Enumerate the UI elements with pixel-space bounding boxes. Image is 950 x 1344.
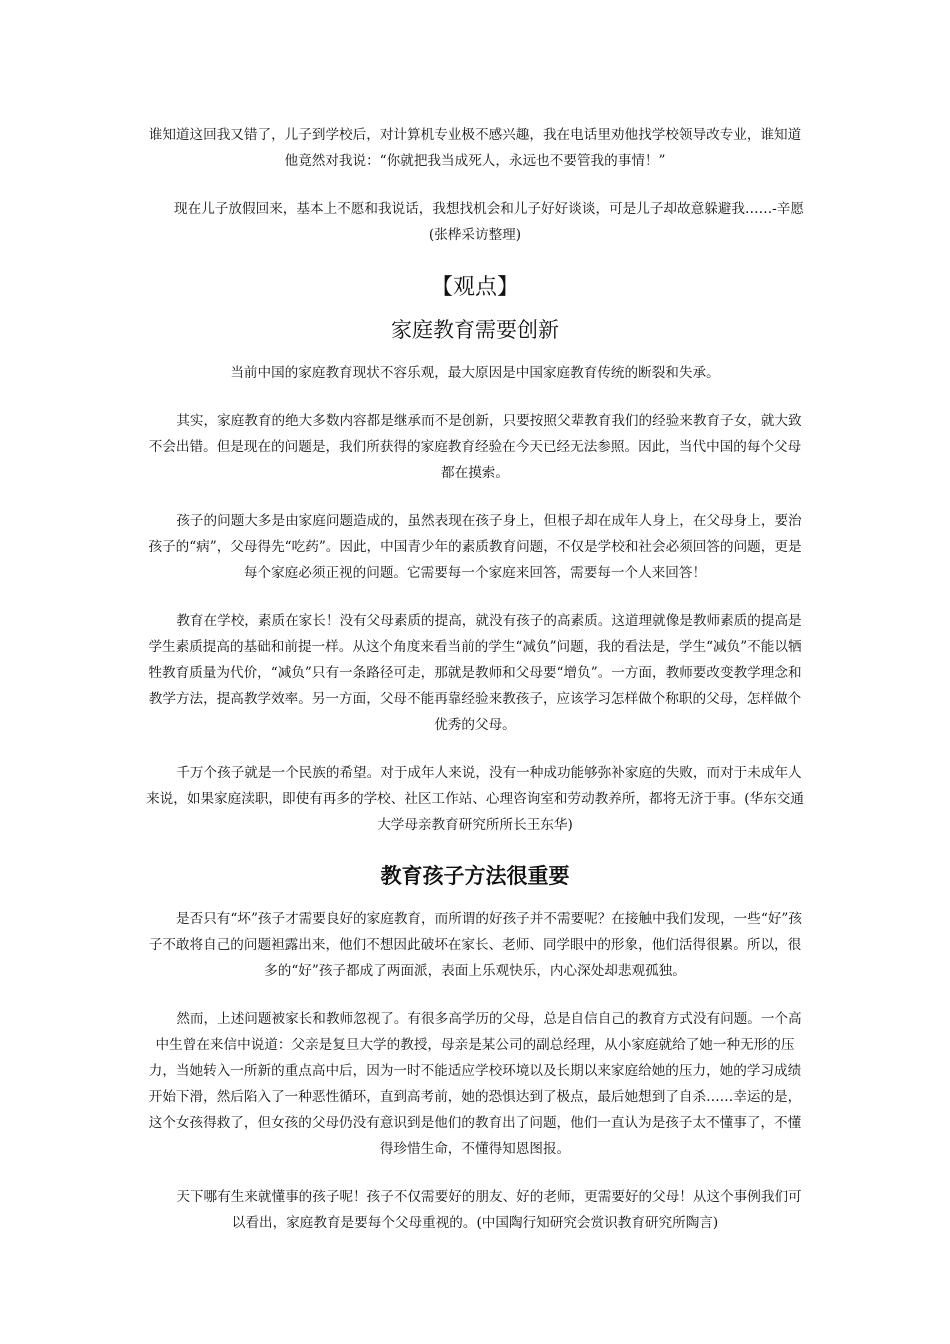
section-1-paragraph: 其实，家庭教育的绝大多数内容都是继承而不是创新，只要按照父辈教育我们的经验来教育子女，就大致不会出错。但是现在的问题是，我们所获得的家庭教育经验在今天已经无法参照。因此，当代中国的每个父母都在摸索。 [148, 413, 802, 481]
section-2-paragraph: 天下哪有生来就懂事的孩子呢！孩子不仅需要好的朋友、好的老师，更需要好的父母！从这个事例我们可以看出，家庭教育是要每个父母重视的。(中国陶行知研究会赏识教育研究所陶言) [176, 1189, 802, 1231]
section-1-paragraph: 教育在学校，素质在家长！没有父母素质的提高，就没有孩子的高素质。这道理就像是教师素质的提高是学生素质提高的基础和前提一样。从这个角度来看当前的学生“减负”问题，我的看法是，学生“减负”不能以牺牲教育质量为代价，“减负”只有一条路径可走，那就是教师和父母要“增负”。一方面，教师要改变教学理念和教学方法，提高教学效率。另一方面，父母不能再靠经验来教孩子，应该学习怎样做个称职的父母，怎样做个优秀的父母。 [148, 613, 802, 733]
section-tag-viewpoint: 【观点】 [430, 275, 519, 300]
document-body [143, 122, 807, 1258]
section-2-paragraph: 然而，上述问题被家长和教师忽视了。有很多高学历的父母，总是自信自己的教育方式没有问题。一个高中生曾在来信中说道：父亲是复旦大学的教授，母亲是某公司的副总经理，从小家庭就给了她一种无形的压力，当她转入一所新的重点高中后，因为一时不能适应学校环境以及长期以来家庭给她的压力，她的学习成绩开始下滑，然后陷入了一种恶性循环，直到高考前，她的恐惧达到了极点，最后她想到了自杀……幸运的是，这个女孩得救了，但女孩的父母仍没有意识到是他们的教育出了问题，他们一直认为是孩子太不懂事了，不懂得珍惜生命，不懂得知恩图报。 [148, 1011, 802, 1157]
section-1-paragraph: 当前中国的家庭教育现状不容乐观，最大原因是中国家庭教育传统的断裂和失承。 [230, 365, 720, 381]
section-2-title: 教育孩子方法很重要 [380, 864, 570, 888]
intro-paragraph-1: 谁知道这回我又错了，儿子到学校后，对计算机专业极不感兴趣，我在电话里劝他找学校领导改专业，谁知道他竟然对我说：“你就把我当成死人，永远也不要管我的事情！” [148, 127, 802, 169]
section-1-paragraph: 千万个孩子就是一个民族的希望。对于成年人来说，没有一种成功能够弥补家庭的失败，而对于未成年人来说，如果家庭渎职，即使有再多的学校、社区工作站、心理咨询室和劳动教养所，都将无济于事。(华东交通大学母亲教育研究所所长王东华) [146, 765, 804, 833]
section-1-title: 家庭教育需要创新 [391, 318, 559, 342]
intro-paragraph-2: 现在儿子放假回来，基本上不愿和我说话，我想找机会和儿子好好谈谈，可是儿子却故意躲避我……-辛愿(张桦采访整理) [174, 201, 804, 243]
section-2-paragraph: 是否只有“坏”孩子才需要良好的家庭教育，而所谓的好孩子并不需要呢？在接触中我们发现，一些“好”孩子不敢将自己的问题袒露出来，他们不想因此破坏在家长、老师、同学眼中的形象，他们活得很累。所以，很多的“好”孩子都成了两面派，表面上乐观快乐，内心深处却悲观孤独。 [148, 911, 802, 979]
section-1-paragraph: 孩子的问题大多是由家庭问题造成的，虽然表现在孩子身上，但根子却在成年人身上，在父母身上，要治孩子的“病”，父母得先“吃药”。因此，中国青少年的素质教育问题，不仅是学校和社会必须回答的问题，更是每个家庭必须正视的问题。它需要每一个家庭来回答，需要每一个人来回答！ [148, 513, 802, 581]
